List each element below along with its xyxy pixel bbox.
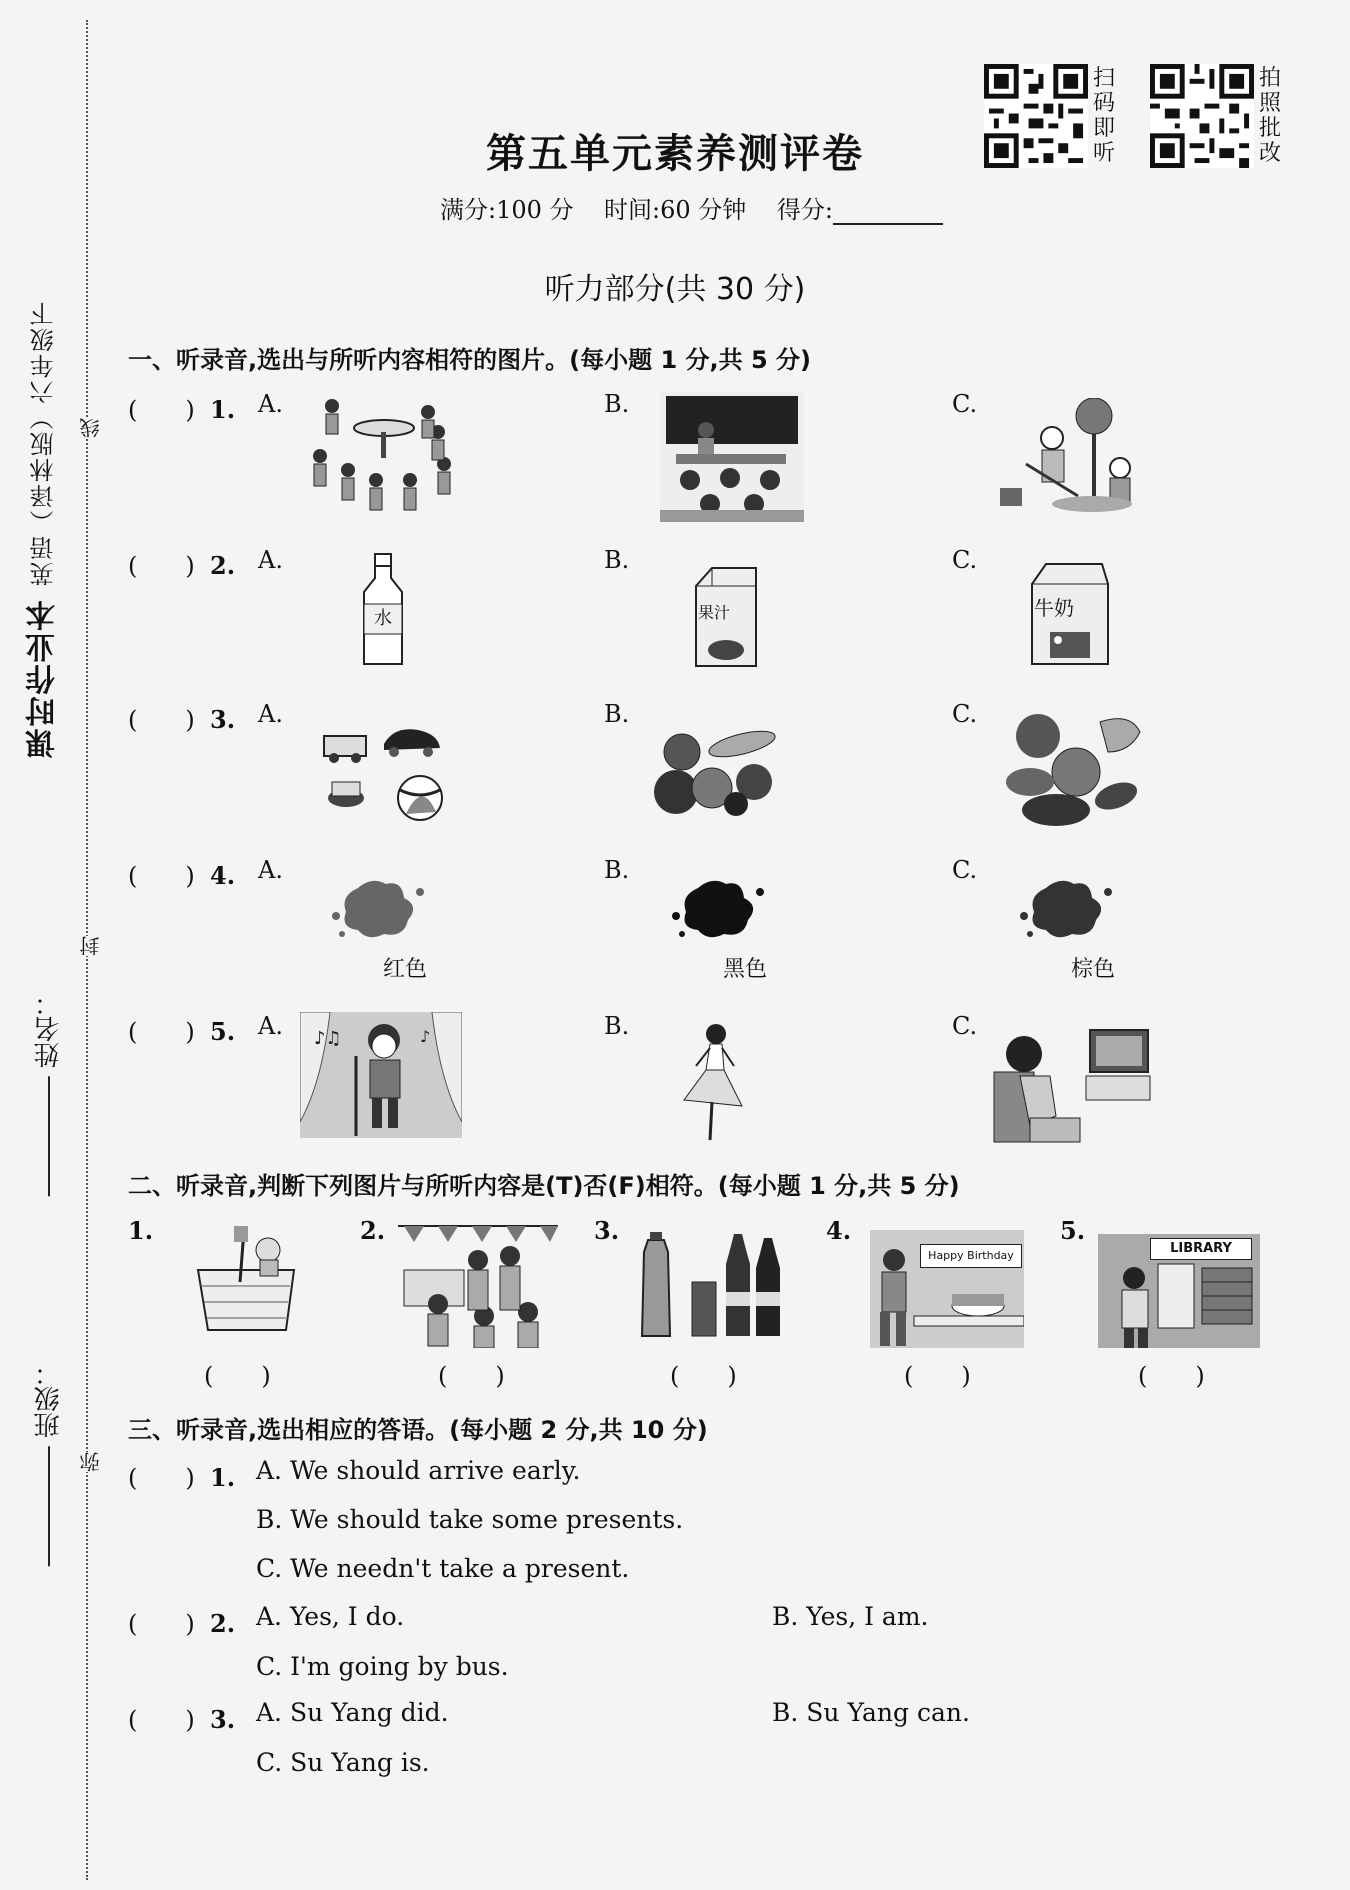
option-b-label: B. (604, 700, 630, 728)
option-c-label: C. (952, 390, 978, 418)
tf5-answer-paren[interactable]: ( ) (1138, 1362, 1205, 1390)
s3-q1-option-a: A. We should arrive early. (256, 1456, 581, 1485)
boy-singing-picture[interactable] (300, 1012, 462, 1138)
tf-number: 4. (826, 1216, 852, 1245)
s3-q3-option-c: C. Su Yang is. (256, 1748, 430, 1777)
s3-q3-option-a: A. Su Yang did. (256, 1698, 449, 1727)
option-c-label: C. (952, 700, 978, 728)
s3-q1-option-c: C. We needn't take a present. (256, 1554, 630, 1583)
s3-q1 (128, 1458, 235, 1493)
option-a-label: A. (258, 1012, 283, 1040)
library-scene-icon (1098, 1234, 1260, 1348)
tf-number: 2. (360, 1216, 386, 1245)
children-dancing-picture[interactable] (298, 392, 463, 517)
tree-planting-picture[interactable] (996, 398, 1146, 516)
tf4-answer-paren[interactable]: ( ) (904, 1362, 971, 1390)
option-a-label: A. (258, 700, 283, 728)
name-field[interactable] (30, 990, 67, 1202)
section3-title: 三、听录音,选出相应的答语。(每小题 2 分,共 10 分) (128, 1416, 708, 1444)
tf-number: 5. (1060, 1216, 1086, 1245)
mark-seal: 封 (76, 936, 105, 956)
question-number: 2. (210, 551, 236, 580)
red-caption: 红色 (382, 957, 427, 982)
s1-q4 (128, 856, 235, 891)
book-title: 课时作业本 (26, 598, 61, 759)
s1-q3 (128, 700, 235, 735)
answer-paren[interactable]: ( ) (128, 706, 195, 734)
option-c-label: C. (952, 546, 978, 574)
mark-bind: 弥 (76, 1452, 105, 1472)
brown-paint-splash[interactable] (1016, 876, 1116, 944)
answer-paren[interactable]: ( ) (128, 552, 195, 580)
answer-paren[interactable]: ( ) (128, 1464, 195, 1492)
tf-number: 3. (594, 1216, 620, 1245)
listening-part-title: 听力部分(共 30 分) (544, 272, 806, 307)
option-a-label: A. (258, 390, 283, 418)
option-c-label: C. (952, 856, 978, 884)
svg-text:♪: ♪ (420, 1027, 431, 1046)
exam-meta (440, 190, 943, 225)
class-label: 班级： (34, 1360, 64, 1438)
score-label: 得分: (776, 196, 833, 224)
milk-carton-picture[interactable] (1028, 560, 1110, 670)
water-label: 水 (374, 608, 392, 629)
section1-title: 一、听录音,选出与所听内容相符的图片。(每小题 1 分,共 5 分) (128, 346, 811, 374)
s3-q3-option-b: B. Su Yang can. (772, 1698, 970, 1727)
toys-picture[interactable] (322, 720, 444, 824)
s3-q3 (128, 1700, 235, 1735)
vegetables-picture[interactable] (1000, 712, 1144, 828)
tf1-answer-paren[interactable]: ( ) (204, 1362, 271, 1390)
option-b-label: B. (604, 856, 630, 884)
option-b-label: B. (604, 1012, 630, 1040)
question-number: 1. (210, 395, 236, 424)
fruits-picture[interactable] (652, 722, 782, 818)
s3-q2-option-c: C. I'm going by bus. (256, 1652, 509, 1681)
answer-paren[interactable]: ( ) (128, 862, 195, 890)
grade-qr-label: 拍照批改 (1259, 66, 1282, 166)
exam-title: 第五单元素养测评卷 (486, 130, 864, 177)
s1-q2 (128, 546, 235, 581)
tf3-answer-paren[interactable]: ( ) (670, 1362, 737, 1390)
book-subtitle: 英语（译林版）六年级下 (30, 300, 58, 586)
question-number: 4. (210, 861, 236, 890)
option-a-label: A. (258, 546, 283, 574)
black-caption: 黑色 (722, 957, 767, 982)
brown-caption: 棕色 (1070, 957, 1115, 982)
water-bottle-picture[interactable] (360, 552, 406, 670)
listen-qr-label: 扫码即听 (1093, 66, 1116, 166)
s3-q2-option-a: A. Yes, I do. (256, 1602, 405, 1631)
option-b-label: B. (604, 390, 630, 418)
svg-text:♪♫: ♪♫ (314, 1028, 342, 1049)
answer-paren[interactable]: ( ) (128, 1018, 195, 1046)
girl-watching-tv-picture[interactable] (990, 1026, 1152, 1144)
milk-label: 牛奶 (1034, 596, 1074, 620)
girl-dancing-picture[interactable] (680, 1022, 744, 1142)
time-limit: 时间:60 分钟 (604, 196, 747, 224)
tf-number: 1. (128, 1216, 154, 1245)
answer-paren[interactable]: ( ) (128, 396, 195, 424)
library-sign: LIBRARY (1150, 1238, 1252, 1260)
s3-q2 (128, 1604, 235, 1639)
s1-q5 (128, 1012, 235, 1047)
juice-box-picture[interactable] (690, 566, 762, 670)
tf4-birthday-picture[interactable] (870, 1230, 1024, 1348)
question-number: 3. (210, 705, 236, 734)
question-number: 5. (210, 1017, 236, 1046)
tf5-library-picture[interactable] (1098, 1234, 1260, 1348)
side-book-title (22, 300, 66, 758)
option-a-label: A. (258, 856, 283, 884)
name-label: 姓名： (34, 990, 64, 1068)
question-number: 1. (210, 1463, 236, 1492)
red-paint-splash[interactable] (328, 876, 428, 944)
juice-label: 果汁 (698, 603, 731, 622)
question-number: 3. (210, 1705, 236, 1734)
s3-q1-option-b: B. We should take some presents. (256, 1505, 684, 1534)
class-blank[interactable] (48, 1446, 50, 1566)
answer-paren[interactable]: ( ) (128, 1706, 195, 1734)
tf1-basket-picture[interactable] (194, 1226, 298, 1334)
answer-paren[interactable]: ( ) (128, 1610, 195, 1638)
tf2-party-picture[interactable] (398, 1220, 558, 1348)
option-b-label: B. (604, 546, 630, 574)
birthday-scene-icon (870, 1230, 1024, 1348)
option-c-label: C. (952, 1012, 978, 1040)
classroom-picture[interactable] (660, 392, 804, 522)
score-blank[interactable] (833, 203, 943, 225)
section2-title: 二、听录音,判断下列图片与所听内容是(T)否(F)相符。(每小题 1 分,共 5 分) (128, 1172, 960, 1200)
mark-line: 线 (76, 418, 105, 438)
s1-q1 (128, 390, 235, 425)
question-number: 2. (210, 1609, 236, 1638)
tf2-answer-paren[interactable]: ( ) (438, 1362, 505, 1390)
name-blank[interactable] (48, 1076, 50, 1196)
birthday-banner: Happy Birthday (920, 1244, 1022, 1268)
black-paint-splash[interactable] (668, 876, 768, 944)
tf3-drinks-picture[interactable] (638, 1232, 786, 1340)
class-field[interactable] (30, 1360, 67, 1572)
full-score: 满分:100 分 (440, 196, 574, 224)
s3-q2-option-b: B. Yes, I am. (772, 1602, 929, 1631)
